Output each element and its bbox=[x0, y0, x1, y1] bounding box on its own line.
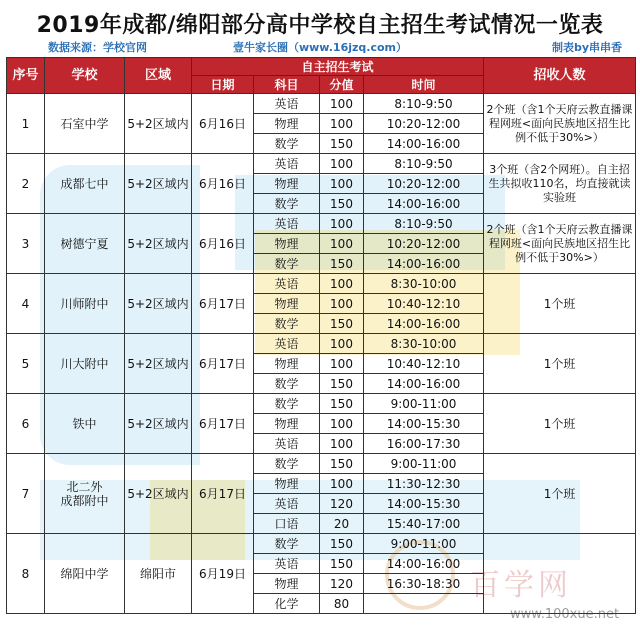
cell-score: 100 bbox=[320, 434, 364, 454]
header-no: 序号 bbox=[7, 58, 45, 94]
cell-time: 9:00-11:00 bbox=[364, 534, 484, 554]
cell-score: 150 bbox=[320, 194, 364, 214]
cell-score: 100 bbox=[320, 334, 364, 354]
site-credit: 壹牛家长圈（www.16jzq.com） bbox=[232, 41, 408, 54]
watermark-brand-text: 百学网 bbox=[470, 568, 572, 603]
table-row bbox=[7, 154, 636, 174]
cell-score: 150 bbox=[320, 314, 364, 334]
cell-date: 6月17日 bbox=[192, 274, 254, 334]
cell-score: 80 bbox=[320, 594, 364, 614]
table-row bbox=[7, 274, 636, 294]
cell-enroll: 1个班 bbox=[484, 274, 636, 334]
cell-time: 10:20-12:00 bbox=[364, 174, 484, 194]
cell-time: 11:30-12:30 bbox=[364, 474, 484, 494]
cell-enroll bbox=[484, 534, 636, 614]
cell-school: 绵阳中学 bbox=[45, 534, 125, 614]
cell-time: 8:30-10:00 bbox=[364, 274, 484, 294]
cell-time: 14:00-16:00 bbox=[364, 194, 484, 214]
cell-school: 铁中 bbox=[45, 394, 125, 454]
cell-region: 绵阳市 bbox=[125, 534, 192, 614]
cell-enroll: 2个班（含1个天府云教直播课程网班<面向民族地区招生比例不低于30%>） bbox=[484, 94, 636, 154]
cell-no: 7 bbox=[7, 454, 45, 534]
cell-subject: 数学 bbox=[254, 454, 320, 474]
cell-time: 10:40-12:10 bbox=[364, 354, 484, 374]
cell-subject: 英语 bbox=[254, 494, 320, 514]
exam-table bbox=[6, 57, 636, 614]
cell-time: 15:40-17:00 bbox=[364, 514, 484, 534]
cell-no: 2 bbox=[7, 154, 45, 214]
header-time: 时间 bbox=[364, 76, 484, 94]
cell-no: 5 bbox=[7, 334, 45, 394]
cell-no: 8 bbox=[7, 534, 45, 614]
cell-subject: 化学 bbox=[254, 594, 320, 614]
cell-subject: 物理 bbox=[254, 294, 320, 314]
cell-subject: 数学 bbox=[254, 134, 320, 154]
cell-subject: 口语 bbox=[254, 514, 320, 534]
table-row bbox=[7, 214, 636, 234]
cell-time: 14:00-16:00 bbox=[364, 314, 484, 334]
cell-subject: 数学 bbox=[254, 314, 320, 334]
header-subject: 科目 bbox=[254, 76, 320, 94]
cell-subject: 数学 bbox=[254, 194, 320, 214]
cell-time: 9:00-11:00 bbox=[364, 454, 484, 474]
data-source: 数据来源：学校官网 bbox=[48, 41, 147, 54]
cell-region: 5+2区域内 bbox=[125, 94, 192, 154]
table-row bbox=[7, 454, 636, 474]
header-enroll: 招收人数 bbox=[484, 58, 636, 94]
cell-subject: 物理 bbox=[254, 474, 320, 494]
watermark-url: www.100xue.net bbox=[510, 607, 620, 622]
school-name-line: 北二外 bbox=[66, 479, 103, 494]
table-row bbox=[7, 534, 636, 554]
cell-subject: 英语 bbox=[254, 334, 320, 354]
cell-school bbox=[45, 454, 125, 534]
cell-no: 6 bbox=[7, 394, 45, 454]
cell-score: 150 bbox=[320, 394, 364, 414]
table-row bbox=[7, 94, 636, 114]
cell-school: 川大附中 bbox=[45, 334, 125, 394]
cell-enroll: 1个班 bbox=[484, 334, 636, 394]
cell-date: 6月16日 bbox=[192, 94, 254, 154]
header-row bbox=[7, 58, 636, 76]
cell-school: 川师附中 bbox=[45, 274, 125, 334]
header-score: 分值 bbox=[320, 76, 364, 94]
cell-date: 6月17日 bbox=[192, 394, 254, 454]
table-maker: 制表by串串香 bbox=[551, 41, 622, 54]
cell-time: 10:20-12:00 bbox=[364, 114, 484, 134]
cell-subject: 物理 bbox=[254, 114, 320, 134]
header-region: 区域 bbox=[125, 58, 192, 94]
cell-enroll: 1个班 bbox=[484, 394, 636, 454]
cell-score: 20 bbox=[320, 514, 364, 534]
cell-score: 100 bbox=[320, 174, 364, 194]
cell-time: 14:00-15:30 bbox=[364, 494, 484, 514]
cell-subject: 物理 bbox=[254, 574, 320, 594]
cell-score: 100 bbox=[320, 274, 364, 294]
cell-time: 8:10-9:50 bbox=[364, 214, 484, 234]
cell-school: 成都七中 bbox=[45, 154, 125, 214]
cell-subject: 物理 bbox=[254, 354, 320, 374]
cell-region: 5+2区域内 bbox=[125, 154, 192, 214]
cell-subject: 英语 bbox=[254, 154, 320, 174]
cell-time: 10:20-12:00 bbox=[364, 234, 484, 254]
cell-time: 16:30-18:30 bbox=[364, 574, 484, 594]
cell-subject: 英语 bbox=[254, 554, 320, 574]
cell-score: 100 bbox=[320, 114, 364, 134]
cell-subject: 物理 bbox=[254, 414, 320, 434]
cell-score: 100 bbox=[320, 414, 364, 434]
table-row bbox=[7, 334, 636, 354]
cell-score: 100 bbox=[320, 234, 364, 254]
cell-date: 6月17日 bbox=[192, 454, 254, 534]
table-row bbox=[7, 394, 636, 414]
cell-no: 1 bbox=[7, 94, 45, 154]
page-title: 2019年成都/绵阳部分高中学校自主招生考试情况一览表 bbox=[36, 13, 604, 38]
cell-time: 8:10-9:50 bbox=[364, 94, 484, 114]
cell-subject: 英语 bbox=[254, 214, 320, 234]
cell-time: 16:00-17:30 bbox=[364, 434, 484, 454]
cell-no: 3 bbox=[7, 214, 45, 274]
cell-subject: 数学 bbox=[254, 534, 320, 554]
cell-score: 150 bbox=[320, 554, 364, 574]
cell-subject: 数学 bbox=[254, 394, 320, 414]
cell-time: 8:30-10:00 bbox=[364, 334, 484, 354]
school-name-line: 成都附中 bbox=[60, 493, 109, 508]
cell-region: 5+2区域内 bbox=[125, 394, 192, 454]
header-school: 学校 bbox=[45, 58, 125, 94]
cell-date: 6月16日 bbox=[192, 154, 254, 214]
cell-subject: 英语 bbox=[254, 434, 320, 454]
cell-subject: 物理 bbox=[254, 234, 320, 254]
cell-time: 14:00-15:30 bbox=[364, 414, 484, 434]
cell-time: 14:00-16:00 bbox=[364, 554, 484, 574]
cell-score: 120 bbox=[320, 574, 364, 594]
cell-time: 10:40-12:10 bbox=[364, 294, 484, 314]
header-date: 日期 bbox=[192, 76, 254, 94]
cell-date: 6月17日 bbox=[192, 334, 254, 394]
cell-date: 6月19日 bbox=[192, 534, 254, 614]
cell-score: 100 bbox=[320, 474, 364, 494]
cell-time bbox=[364, 594, 484, 614]
cell-time: 14:00-16:00 bbox=[364, 374, 484, 394]
cell-school: 树德宁夏 bbox=[45, 214, 125, 274]
cell-score: 150 bbox=[320, 534, 364, 554]
cell-date: 6月16日 bbox=[192, 214, 254, 274]
cell-subject: 数学 bbox=[254, 374, 320, 394]
cell-score: 150 bbox=[320, 374, 364, 394]
cell-enroll: 3个班（含2个网班）。自主招生共拟收110名，均直接就读实验班 bbox=[484, 154, 636, 214]
cell-subject: 数学 bbox=[254, 254, 320, 274]
cell-score: 150 bbox=[320, 254, 364, 274]
cell-score: 150 bbox=[320, 454, 364, 474]
cell-score: 120 bbox=[320, 494, 364, 514]
cell-no: 4 bbox=[7, 274, 45, 334]
cell-enroll: 1个班 bbox=[484, 454, 636, 534]
cell-score: 100 bbox=[320, 94, 364, 114]
cell-subject: 物理 bbox=[254, 174, 320, 194]
cell-score: 100 bbox=[320, 294, 364, 314]
cell-time: 8:10-9:50 bbox=[364, 154, 484, 174]
cell-score: 100 bbox=[320, 354, 364, 374]
cell-time: 14:00-16:00 bbox=[364, 254, 484, 274]
header-exam: 自主招生考试 bbox=[192, 58, 484, 76]
cell-school: 石室中学 bbox=[45, 94, 125, 154]
cell-subject: 英语 bbox=[254, 94, 320, 114]
cell-time: 14:00-16:00 bbox=[364, 134, 484, 154]
cell-score: 100 bbox=[320, 214, 364, 234]
cell-time: 9:00-11:00 bbox=[364, 394, 484, 414]
cell-score: 100 bbox=[320, 154, 364, 174]
cell-region: 5+2区域内 bbox=[125, 214, 192, 274]
cell-region: 5+2区域内 bbox=[125, 454, 192, 534]
cell-enroll: 2个班（含1个天府云教直播课程网班<面向民族地区招生比例不低于30%>） bbox=[484, 214, 636, 274]
cell-score: 150 bbox=[320, 134, 364, 154]
cell-region: 5+2区域内 bbox=[125, 274, 192, 334]
cell-subject: 英语 bbox=[254, 274, 320, 294]
cell-region: 5+2区域内 bbox=[125, 334, 192, 394]
